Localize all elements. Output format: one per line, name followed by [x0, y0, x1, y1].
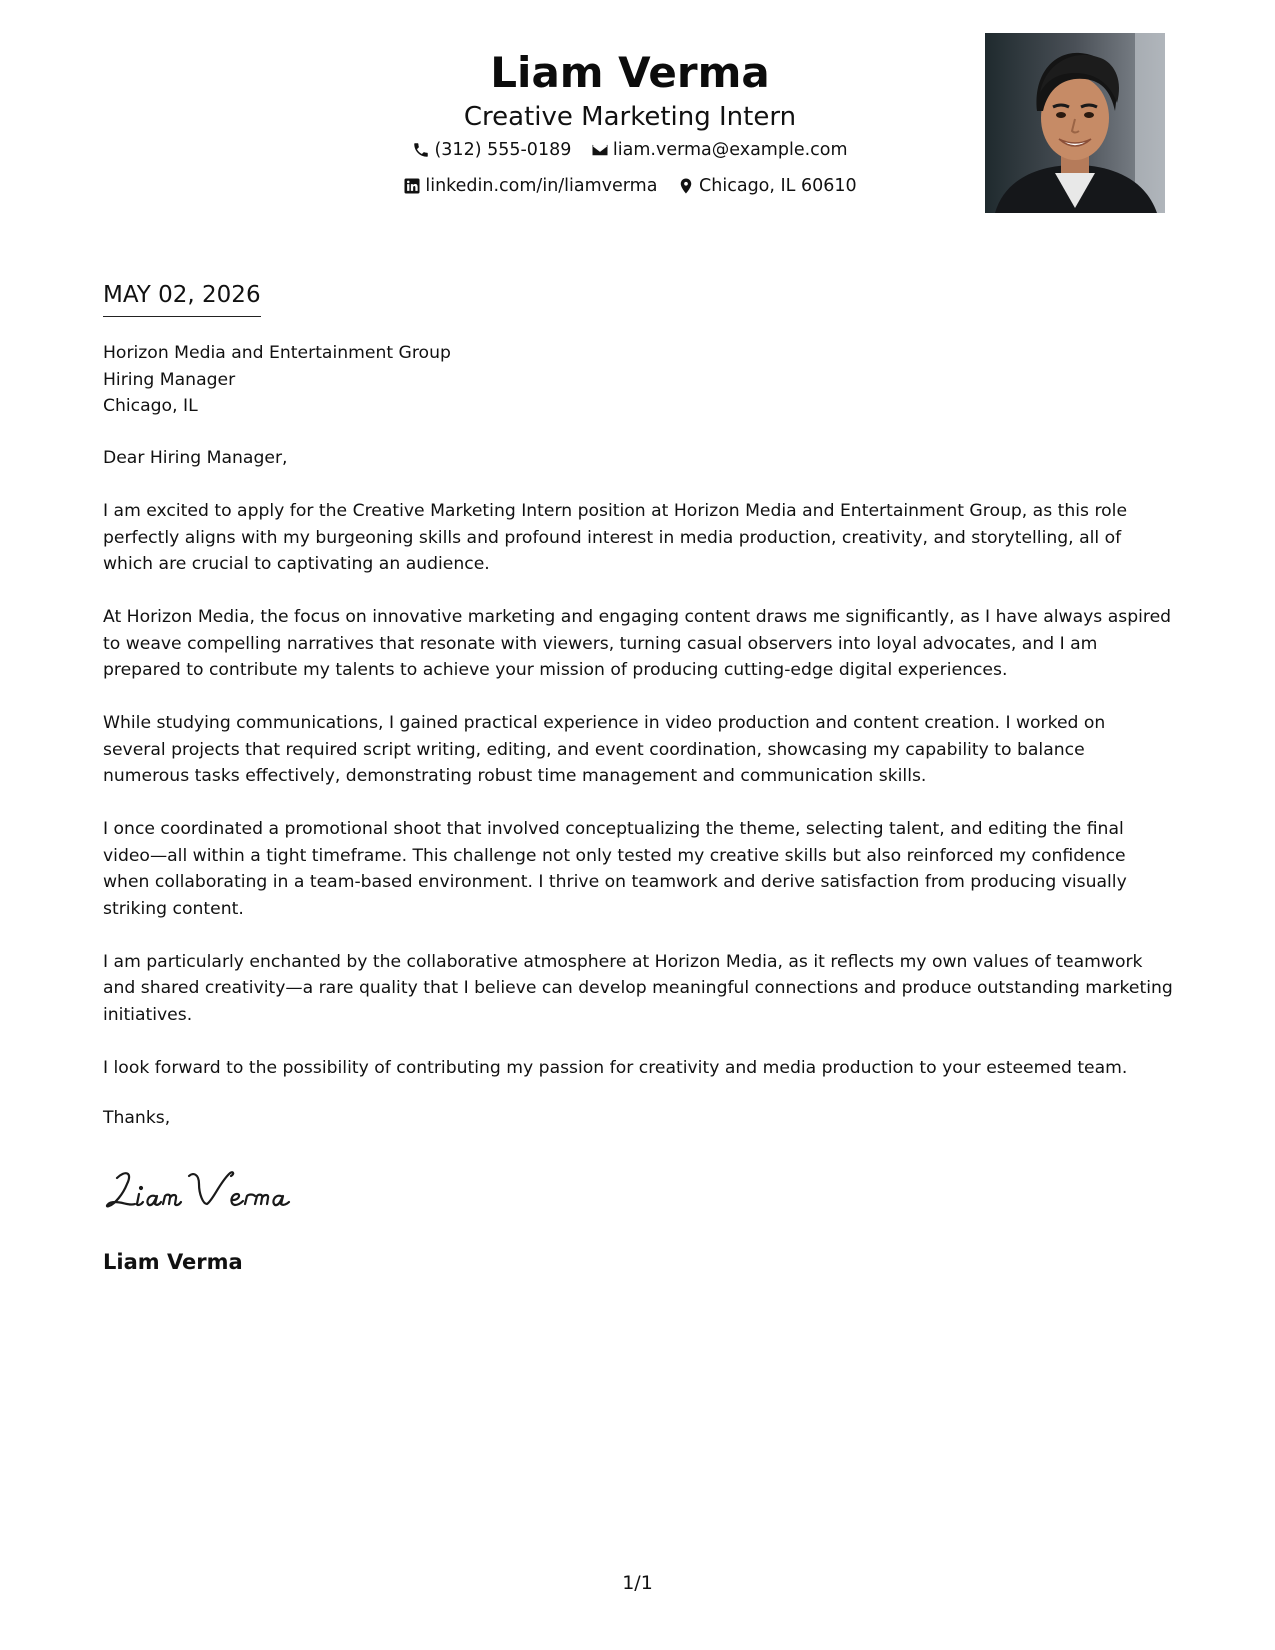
body-paragraph-4: I once coordinated a promotional shoot that involved conceptualizing the theme, selecting talent, and editing the final video—all within a tight timeframe. This challenge not only tested my creative skills but also reinforced my confidence when collaborating in a team-based environment. I thrive on teamwork and derive satisfaction from producing visually striking content.	[103, 819, 1127, 919]
recipient-company: Horizon Media and Entertainment Group	[103, 343, 451, 363]
profile-photo	[985, 33, 1165, 213]
closing: Thanks,	[103, 1108, 171, 1128]
contact-linkedin[interactable]	[403, 170, 657, 202]
contact-location	[677, 170, 857, 202]
phone-text: (312) 555-0189	[434, 140, 572, 160]
email-text[interactable]: liam.verma@example.com	[612, 140, 848, 160]
portrait-illustration	[985, 33, 1165, 213]
letter-body	[103, 498, 1173, 1108]
handwritten-signature	[103, 1160, 303, 1220]
phone-icon	[412, 141, 430, 159]
linkedin-text[interactable]: linkedin.com/in/liamverma	[425, 176, 658, 196]
map-pin-icon	[677, 177, 695, 195]
applicant-name: Liam Verma	[490, 48, 770, 97]
recipient-location: Chicago, IL	[103, 396, 198, 416]
letter-date: MAY 02, 2026	[103, 280, 261, 317]
body-paragraph-1: I am excited to apply for the Creative Marketing Intern position at Horizon Media and Entertainment Group, as this role perfectly aligns with my burgeoning skills and profound interest in media production, creativity, and storytelling, all of which are crucial to captivating an audience.	[103, 501, 1128, 574]
body-paragraph-5: I am particularly enchanted by the collaborative atmosphere at Horizon Media, as it reflects my own values of teamwork and shared creativity—a rare quality that I believe can develop meaningful connections and produce outstanding marketing initiatives.	[103, 951, 1173, 1025]
salutation: Dear Hiring Manager,	[103, 448, 288, 468]
signer-name: Liam Verma	[103, 1250, 243, 1274]
body-paragraph-2: At Horizon Media, the focus on innovative marketing and engaging content draws me significantly, as I have always aspired to weave compelling narratives that resonate with viewers, turning casual observers into loyal advocates, and I am prepared to contribute my talents to achieve your mission of producing cutting-edge digital experiences.	[103, 607, 1172, 680]
linkedin-icon	[403, 177, 421, 195]
body-paragraph-6: I look forward to the possibility of contributing my passion for creativity and media production to your esteemed team.	[103, 1057, 1128, 1078]
contact-email[interactable]	[591, 134, 848, 166]
envelope-icon	[591, 141, 609, 159]
location-text: Chicago, IL 60610	[699, 176, 857, 196]
recipient-block	[103, 340, 1173, 420]
recipient-role: Hiring Manager	[103, 369, 236, 390]
body-paragraph-3: While studying communications, I gained practical experience in video production and content creation. I worked on several projects that required script writing, editing, and event coordination, showcasing my capability to balance numerous tasks effectively, demonstrating robust time management and communication skills.	[103, 713, 1106, 786]
applicant-title: Creative Marketing Intern	[463, 102, 797, 132]
contact-phone	[412, 134, 571, 166]
page-number: 1/1	[622, 1572, 653, 1594]
